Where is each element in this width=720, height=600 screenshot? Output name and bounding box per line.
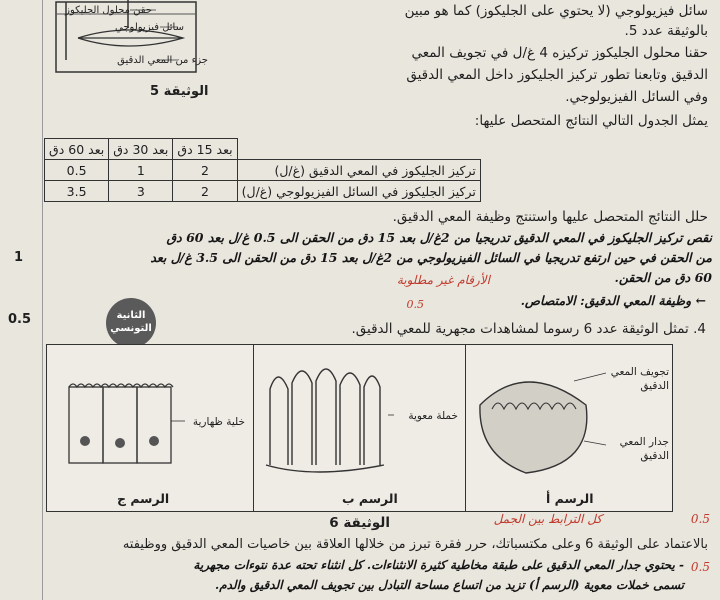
table-header: بعد 15 دق <box>173 139 237 160</box>
doc5-line-6: يمثل الجدول التالي النتائج المتحصل عليها: <box>474 113 708 129</box>
table-row <box>45 181 481 202</box>
table-cell: 1 <box>109 160 173 181</box>
red-mark-2: 0.5 <box>690 560 710 574</box>
table-cell: 3 <box>109 181 173 202</box>
table-header: بعد 30 دق <box>109 139 173 160</box>
label-villus: خملة معوية <box>408 410 458 422</box>
label-epithelial-cell: خلية ظهارية <box>192 416 245 428</box>
score-1: 1 <box>14 250 24 265</box>
answer2-line-2: تسمى خملات معوية (الرسم أ) تزيد من اتساع مساحة التبادل بين تجويف المعي الدقيق والدم. <box>215 578 684 592</box>
doc5-line-1: سائل فيزيولوجي (لا يحتوي على الجليكوز) كما هو مبين <box>404 3 708 19</box>
panel-c <box>47 345 253 511</box>
doc5-line-3: حقنا محلول الجليكوز تركيزه 4 غ/ل في تجويف المعي <box>411 45 708 61</box>
answer-line-2: من الحقن في حين ارتفع تدريجيا في السائل الفيزيولوجي من 2غ/ل بعد 15 دق من الحقن الى 3.5 غ/ل بعد <box>150 250 712 265</box>
label-syringe: حقن محلول الجليكوز <box>65 5 152 16</box>
answer2-line-1: - يحتوي جدار المعي الدقيق على طبقة مخاطية كثيرة الانثناءات. كل انثناء تحته عدة نتوءات مجهرية <box>193 558 684 572</box>
label-lumen: تجويف المعي الدقيق <box>610 366 669 392</box>
label-fluid: سائل فيزيولوجي <box>115 22 184 33</box>
red-note-coherence: كل الترابط بين الجمل <box>493 512 602 526</box>
document6-figure <box>46 344 673 512</box>
question-4: 4. تمثل الوثيقة عدد 6 رسوما لمشاهدات مجهرية للمعي الدقيق. <box>351 321 706 337</box>
document5-caption: الوثيقة 5 <box>150 84 209 99</box>
table-cell: 2 <box>173 160 237 181</box>
table-row <box>45 160 481 181</box>
score-2: 0.5 <box>8 312 32 327</box>
row-label: تركيز الجليكوز في السائل الفيزيولوجي (غ/ل) <box>237 181 480 202</box>
label-segment: جزء من المعي الدقيق <box>117 55 208 66</box>
red-mark-1: 0.5 <box>690 512 710 526</box>
panel-a-label: الرسم أ <box>546 491 594 506</box>
label-wall: جدار المعي الدقيق <box>619 436 669 462</box>
doc5-line-2: بالوثيقة عدد 5. <box>624 23 708 39</box>
panel-b-label: الرسم ب <box>342 491 398 506</box>
answer-line-3: 60 دق من الحقن. <box>614 270 712 285</box>
question-3: حلل النتائج المتحصل عليها واستنتج وظيفة المعي الدقيق. <box>392 209 708 225</box>
table-cell: 2 <box>173 181 237 202</box>
answer-line-1: نقص تركيز الجليكوز في المعي الدقيق تدريجيا من 2غ/ل بعد 15 دق من الحقن الى 0.5 غ/ل بعد 60 دق <box>166 230 712 245</box>
results-table <box>44 138 481 202</box>
red-mark-conclusion: 0.5 <box>406 298 424 311</box>
table-cell: 0.5 <box>45 160 109 181</box>
row-label: تركيز الجليكوز في المعي الدقيق (غ/ل) <box>237 160 480 181</box>
panel-b <box>253 345 466 511</box>
watermark-logo: الثانية التونسي <box>106 298 156 348</box>
doc5-line-4: الدقيق وتابعنا تطور تركيز الجليكوز داخل المعي الدقيق <box>406 67 708 83</box>
document6-caption: الوثيقة 6 <box>329 515 390 531</box>
table-header: بعد 60 دق <box>45 139 109 160</box>
panel-a <box>465 345 673 511</box>
table-header-row <box>45 139 481 160</box>
table-cell: 3.5 <box>45 181 109 202</box>
red-note-numbers: الأرقام غير مطلوبة <box>396 273 490 287</box>
question-5: بالاعتماد على الوثيقة 6 وعلى مكتسباتك، حرر فقرة تبرز من خلالها العلاقة بين خاصيات المعي الدقيق ووظيفته <box>122 537 708 552</box>
doc5-line-5: وفي السائل الفيزيولوجي. <box>565 89 708 105</box>
answer-conclusion: ← وظيفة المعي الدقيق: الامتصاص. <box>520 293 706 308</box>
panel-c-label: الرسم ج <box>117 491 170 506</box>
margin-line <box>42 0 43 600</box>
